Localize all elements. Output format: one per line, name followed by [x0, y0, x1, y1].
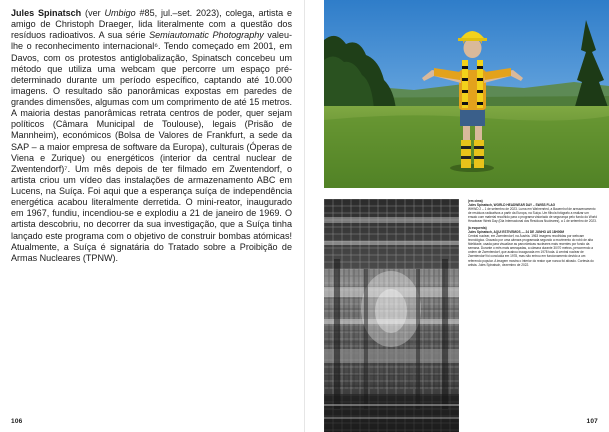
magazine-reference: Umbigo — [104, 8, 136, 18]
author-name: Jules Spinatsch — [11, 8, 82, 18]
caption-top-photo — [468, 199, 598, 224]
body-run-2: #85, jul.–set. 2023), colega, artista e amigo de Christoph Draeger, lida literalmente com a questão dos resíduos radioativos. A sua série — [11, 8, 292, 41]
field-scene-image — [324, 0, 609, 188]
series-title: Semiautomatic Photography — [149, 30, 264, 41]
caption-title-left: Jules Spinatsch, AQUI ESTIVEMOS — 24 DE JUNHO AS 18H00M — [468, 229, 564, 234]
page-number-right: 107 — [586, 418, 598, 425]
caption-text-top: WHWD 2 – 1 de setembro de 2023. Luma em Wahrenried, a Bauernhof de armazenamento de resíduos radioativos a partir da Europa, na Suíça. Um filho/a fotógrafo a realizar um ensaio com material recolhido para o programa vistoriado de segurança pelo fundo do World Headwear Week Day (Dia Internacional dos Resíduos Nucleares), a 1 de setembro de 2023. — [468, 207, 597, 224]
caption-label-left: (à esquerda) — [468, 225, 487, 230]
caption-text-left: Central nuclear, em Zwentendorf, na Áustria. 1963 imagens recolhidas por webcam tecnológica. Gravado por uma câmara programada segundo a movimento do robô de alta fidelidade, usada para visualizar as panorâmicas nucleares mais recentes por fundo da semana. Durante o mês mais ameaçadas, a câmara durante 30/70 metros, percorrendo a ordem de Zwentendorf, que acabou inaugurada em 1978 toda. A central nuclear de Zwentendorf foi concluída em 1978, mas não entrou em funcionamento devido a um referendo popular. A imagem mostra o interior do reator que nunca foi ativado. Cortesia do artista. Jules Spinatsch, dezembro de 2022. — [468, 233, 594, 267]
photo-person-in-field — [324, 0, 609, 188]
caption-left-photo — [468, 226, 598, 267]
body-run-3: valeu-lhe o reconhecimento internacional⁶. Tendo começado em 2001, em Davos, com os protestos antiglobalização, Spinatsch concebeu um método que utiliza uma webcam que percorre um espaço pré-determinado durante um período específico, captando até 10.000 imagens. O resultado são panorâmicas expostas em paredes de grandes dimensões, algumas com um comprimento de até 15 metros. A maioria destas panorâmicas retrata centros de poder, quer sejam políticos (Câmara Municipal de Toulouse), legais (Prisão de Mannheim), económicos (Bolsa de Valores de Frankfurt, a sede da SAP – a maior empresa de software da Europa), culturais (Óperas de Viena e Zurique) ou energéticos (interior da central nuclear de Zwentendorf)⁷. Um mês depois de ter filmado em Zwentendorf, o artista criou um vídeo das instalações de armazenamento ABC em Lucens, na Suíça. Foi aqui que a esperança suíça de independência energética acabou literalmente derretida. O mini-reator, inaugurado em 1967, fundiu, incendiou-se e explodiu a 21 de janeiro de 1969. O artista descobriu, no decorrer da sua investigação, que a Suíça tinha lançado este programa com o objetivo de construir bombas atómicas! Atualmente, a Suíça é signatária do Tratado sobre a Proibição de Armas Nucleares (TPNW). — [11, 30, 292, 263]
page-number-left: 106 — [11, 418, 23, 425]
body-run-1: (ver — [81, 8, 105, 18]
reactor-panorama-image — [324, 199, 459, 432]
right-page — [305, 0, 609, 432]
photo-reactor-interior — [324, 199, 459, 432]
caption-title-top: Jules Spinatsch, WORLD HEADWEAR DAY – SWISS FLAG — [468, 203, 556, 208]
article-body-text — [11, 8, 292, 264]
left-page — [0, 0, 304, 432]
caption-label-top: (em cima) — [468, 199, 483, 203]
image-captions — [468, 199, 598, 269]
